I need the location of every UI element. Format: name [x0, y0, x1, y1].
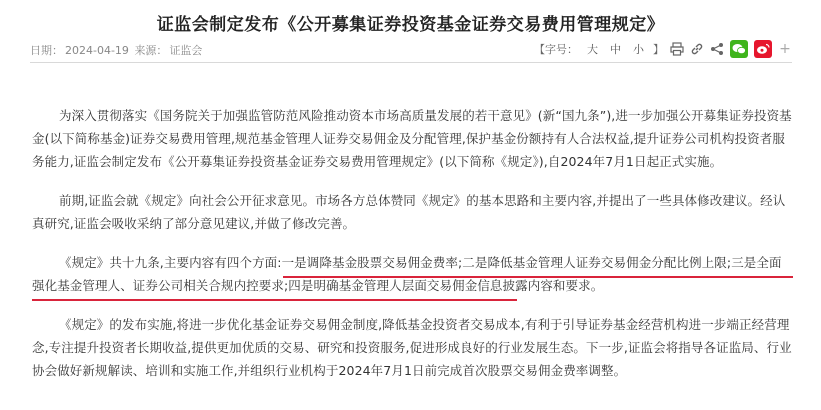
print-icon[interactable]: [670, 42, 684, 56]
highlight-underline: [32, 299, 517, 301]
plus-icon[interactable]: +: [779, 41, 791, 57]
toolbar: [534, 38, 792, 60]
meta-bar: [30, 38, 792, 63]
font-size-close: 】: [653, 43, 664, 56]
date-label: 日期：: [30, 44, 63, 57]
paragraph: 《规定》的发布实施,将进一步优化基金证券交易佣金制度,降低基金投资者交易成本,有利于引导证券基金经营机构进一步端正经营理念,专注提升投资者长期收益,提供更加优质的交易、研究和投资服务,促进形成良好的行业发展生态。下一步,证监会将指导各证监局、行业协会做好新规解读、培训和实施工作,并组织行业机构于2024年7月1日前完成首次股票交易佣金费率调整。: [32, 317, 792, 378]
source-value: 证监会: [169, 44, 203, 57]
paragraph: 为深入贯彻落实《国务院关于加强监管防范风险推动资本市场高质量发展的若干意见》(新“国九条”),进一步加强公开募集证券投资基金(以下简称基金)证券交易费用管理,规范基金管理人证券交易佣金及分配管理,保护基金份额持有人合法权益,提升证券公司机构投资者服务能力,证监会制定发布《公开募集证券投资基金证券交易费用管理规定》(以下简称《规定》),自2024年7月1日起正式实施。: [32, 108, 792, 169]
highlight-underline: [283, 276, 793, 278]
date-value: 2024-04-19: [65, 44, 129, 57]
paragraph-highlighted: 《规定》共十九条,主要内容有四个方面:一是调降基金股票交易佣金费率;二是降低基金管理人证券交易佣金分配比例上限;三是全面强化基金管理人、证券公司相关合规内控要求;四是明确基金管理人层面交易佣金信息披露内容和要求。: [32, 255, 782, 293]
article-meta: [30, 42, 204, 58]
font-size-label: 【字号：: [534, 43, 578, 56]
paragraph: 前期,证监会就《规定》向社会公开征求意见。市场各方总体赞同《规定》的基本思路和主要内容,并提出了一些具体修改建议。经认真研究,证监会吸收采纳了部分意见建议,并做了修改完善。: [32, 193, 786, 231]
link-icon[interactable]: [690, 42, 704, 56]
font-small-button[interactable]: 小: [633, 43, 644, 56]
article-body: [32, 104, 792, 398]
weibo-icon[interactable]: [754, 40, 772, 58]
font-medium-button[interactable]: 中: [610, 43, 621, 56]
share-icon[interactable]: [710, 42, 724, 56]
source-label: 来源：: [134, 44, 168, 57]
wechat-icon[interactable]: [730, 40, 748, 58]
page-title: 证监会制定发布《公开募集证券投资基金证券交易费用管理规定》: [156, 15, 665, 35]
font-large-button[interactable]: 大: [587, 43, 598, 56]
